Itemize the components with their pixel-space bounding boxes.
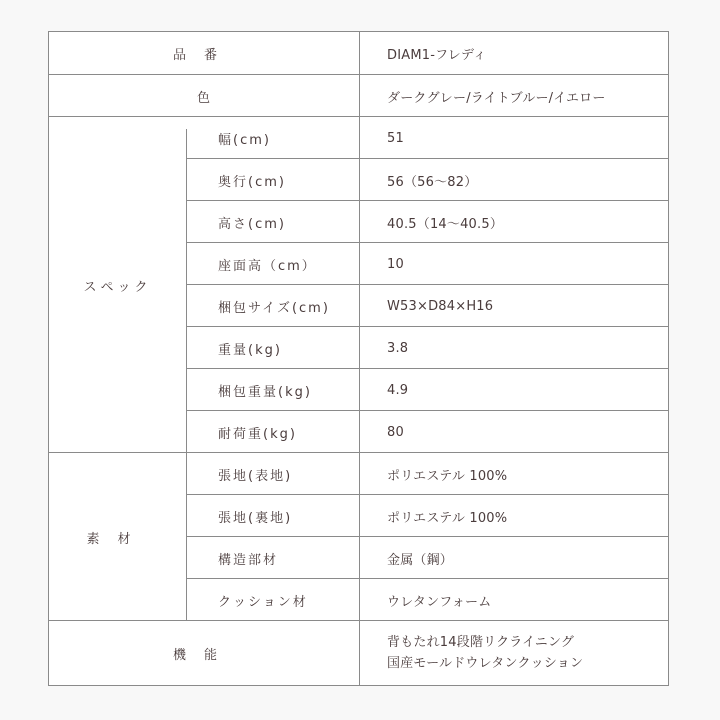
spec-table xyxy=(48,31,669,686)
row-label-product-number xyxy=(49,32,359,74)
row-value-function xyxy=(360,621,668,685)
row-value-product-number xyxy=(360,32,668,74)
spec-label-depth xyxy=(187,159,359,201)
material-label-outer-fabric xyxy=(187,453,359,495)
function-line: 国産モールドウレタンクッション xyxy=(387,656,584,671)
label-text: 機能 xyxy=(172,647,235,663)
material-value-cushion xyxy=(360,579,668,621)
spec-value-height xyxy=(360,201,668,243)
material-value-outer-fabric xyxy=(360,453,668,495)
label-text: 品番 xyxy=(172,47,235,63)
label-text: 重量(kg) xyxy=(218,342,282,358)
material-label-structure xyxy=(187,537,359,579)
spec-label-seat-height xyxy=(187,243,359,285)
spec-label-height xyxy=(187,201,359,243)
label-text: 素材 xyxy=(86,531,149,547)
value-text: ダークグレー/ライトブルー/イエロー xyxy=(387,90,606,106)
value-text: 3.8 xyxy=(387,340,409,356)
material-label-inner-fabric xyxy=(187,495,359,537)
spec-label-width xyxy=(187,117,359,159)
value-text: 10 xyxy=(387,256,404,272)
value-text: ウレタンフォーム xyxy=(387,594,492,610)
spec-value-weight xyxy=(360,327,668,369)
label-text: 奥行(cm) xyxy=(218,174,286,190)
value-text: 51 xyxy=(387,130,404,146)
label-text: 座面高（cm） xyxy=(218,258,317,274)
spec-label-package-weight xyxy=(187,369,359,411)
spec-label-load-capacity xyxy=(187,411,359,453)
label-text: 色 xyxy=(196,90,211,106)
value-text: 4.9 xyxy=(387,382,409,398)
label-text: 耐荷重(kg) xyxy=(218,426,297,442)
value-text: 金属（鋼） xyxy=(387,552,454,568)
value-text: 40.5（14〜40.5） xyxy=(387,216,504,232)
material-value-structure xyxy=(360,537,668,579)
row-label-color xyxy=(49,75,359,117)
label-text: 梱包サイズ(cm) xyxy=(218,300,330,316)
spec-label-weight xyxy=(187,327,359,369)
label-text: スペック xyxy=(83,279,152,295)
spec-value-depth xyxy=(360,159,668,201)
spec-value-seat-height xyxy=(360,243,668,285)
value-text: ポリエステル 100% xyxy=(387,468,508,484)
material-value-inner-fabric xyxy=(360,495,668,537)
spec-label-package-size xyxy=(187,285,359,327)
spec-value-load-capacity xyxy=(360,411,668,453)
value-text: W53×D84×H16 xyxy=(387,298,494,314)
material-label-cushion xyxy=(187,579,359,621)
row-value-color xyxy=(360,75,668,117)
value-text: 56（56〜82） xyxy=(387,174,478,190)
label-text: 高さ(cm) xyxy=(218,216,286,232)
group-label-material xyxy=(49,453,186,621)
function-line: 背もたれ14段階リクライニング xyxy=(387,635,575,650)
spec-value-package-size xyxy=(360,285,668,327)
label-text: 張地(裏地) xyxy=(218,510,293,526)
label-text: 構造部材 xyxy=(218,552,279,568)
row-label-function xyxy=(49,621,359,685)
label-text: 張地(表地) xyxy=(218,468,293,484)
group-label-spec xyxy=(49,117,186,453)
spec-value-width xyxy=(360,117,668,159)
spec-value-package-weight xyxy=(360,369,668,411)
label-text: クッション材 xyxy=(218,594,308,610)
value-text: DIAM1-フレディ xyxy=(387,47,487,63)
label-text: 梱包重量(kg) xyxy=(218,384,312,400)
value-text: 80 xyxy=(387,424,404,440)
value-text: ポリエステル 100% xyxy=(387,510,508,526)
label-text: 幅(cm) xyxy=(218,132,271,148)
